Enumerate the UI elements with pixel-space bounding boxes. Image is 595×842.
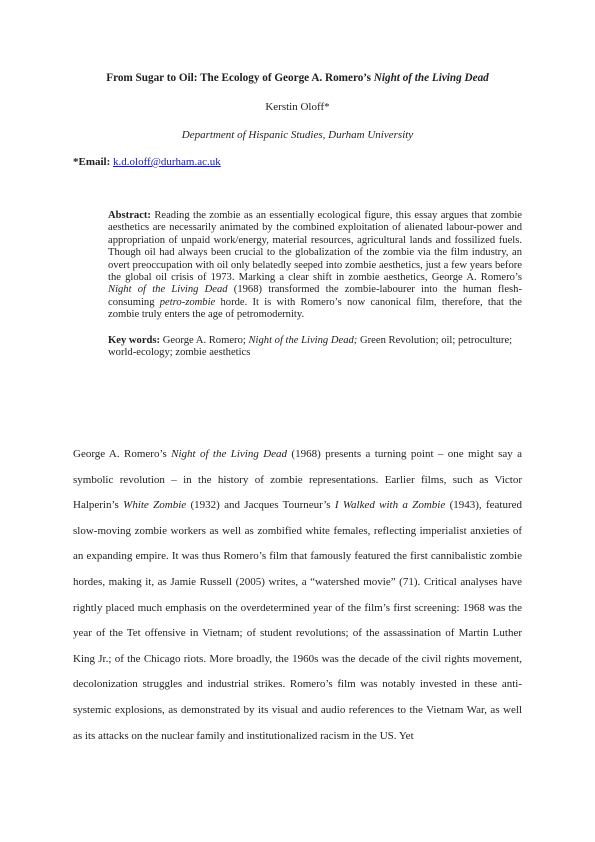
- paper-title: [40, 71, 555, 85]
- body-film-title-3: I Walked with a Zombie: [334, 499, 446, 512]
- abstract-block: [108, 210, 522, 322]
- abstract-text-1: Reading the zombie as an essentially ecological figure, this essay argues that zombie aesthetics are necessarily animated by the combined exploitation of alienated labour-power and appropriation of unpaid work/energy, material resources, agricultural lands and fossilized fuels. Though oil had always been crucial to the globalization of the zombie via the film industry, an overt preoccupation with oil only belatedly seeped into zombie aesthetics, just a few years before the global oil crisis of 1973. Marking a clear shift in zombie aesthetics, George A. Romero’s: [108, 210, 522, 284]
- body-paragraph: [73, 442, 522, 749]
- title-main: From Sugar to Oil: The Ecology of George A. Romero’s: [106, 72, 374, 84]
- body-text-4: (1943), featured slow-moving zombie workers as well as zombified white females, reflecting imperialist anxieties of an expanding empire. It was thus Romero’s film that famously featured the first cannibalistic zombie hordes, making it, as Jamie Russell (2005) writes, a “watershed movie” (71). Critical analyses have rightly placed much emphasis on the overdetermined year of the film’s first screening: 1968 was the year of the Tet offensive in Vietnam; of student revolutions; of the assassination of Martin Luther King Jr.; of the Chicago riots. More broadly, the 1960s was the decade of the civil rights movement, decolonization struggles and industrial strikes. Romero’s film was notably invested in these anti-systemic explosions, as demonstrated by its visual and audio references to the Vietnam War, as well as its attacks on the nuclear family and institutionalized racism in the US. Yet: [73, 499, 522, 742]
- author-name: Kerstin Oloff*: [265, 101, 330, 113]
- body-film-title-1: Night of the Living Dead: [171, 448, 288, 460]
- body-text-2: (1968) presents a turning point – one might say a symbolic revolution – in the history of zombie representations. Earlier films, such as Victor Halperin’s: [73, 448, 522, 512]
- keywords-block: [108, 335, 522, 360]
- body-text-1: George A. Romero’s: [73, 448, 172, 460]
- email-line: [73, 155, 221, 169]
- keywords-text-2: Green Revolution; oil; petroculture; world-ecology; zombie aesthetics: [108, 335, 513, 359]
- title-film: Night of the Living Dead: [373, 72, 489, 84]
- keywords-text-1: George A. Romero;: [160, 335, 249, 346]
- paragraph-1: [73, 442, 522, 749]
- abstract-text-2: (1968) transformed the zombie-labourer into the human flesh-consuming: [108, 284, 523, 308]
- abstract-petro-zombie: petro-zombie: [159, 296, 216, 308]
- keywords-label: Key words:: [108, 335, 161, 346]
- body-text-3: (1932) and Jacques Tourneur’s: [186, 499, 335, 512]
- abstract-text-3: horde. It is with Romero’s now canonical film, therefore, that the zombie truly enters the age of petromodernity.: [108, 296, 522, 321]
- body-film-title-2: White Zombie: [123, 499, 187, 512]
- author-affiliation: Department of Hispanic Studies, Durham University: [181, 129, 414, 141]
- abstract-film-title: Night of the Living Dead: [108, 284, 228, 296]
- keywords-film-title: Night of the Living Dead;: [248, 335, 358, 346]
- email-label: *Email:: [73, 156, 111, 168]
- abstract-label: Abstract:: [108, 210, 151, 221]
- email-link[interactable]: k.d.oloff@durham.ac.uk: [113, 156, 221, 168]
